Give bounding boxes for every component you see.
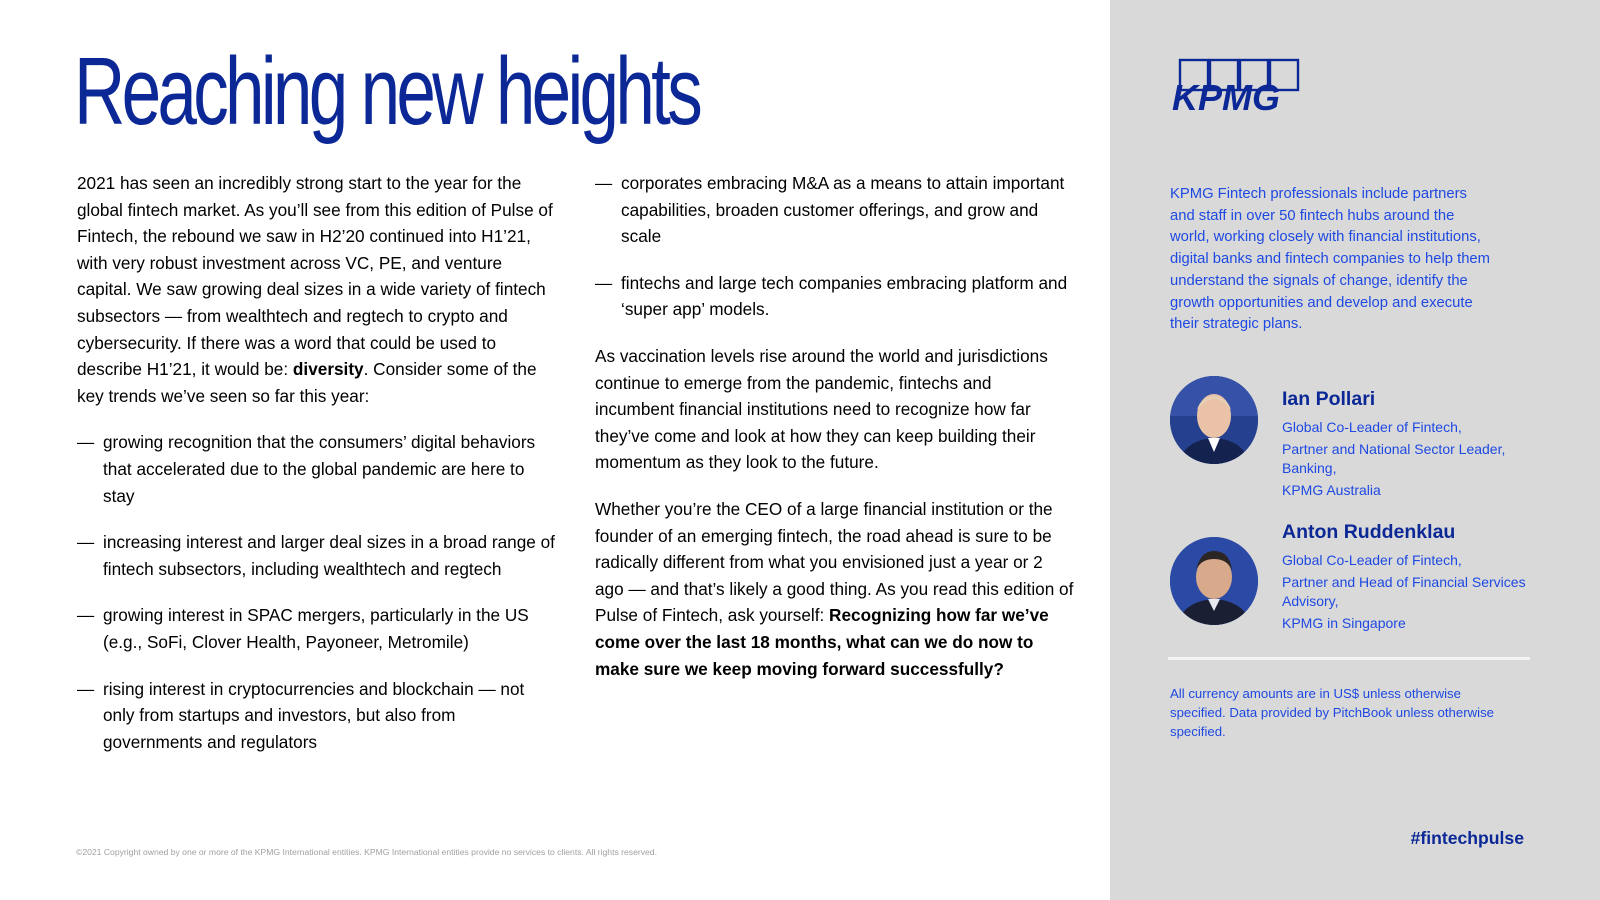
closing-paragraph: Whether you’re the CEO of a large financial institution or the founder of an emerging fintech, the road ahead is sure to be radically different from what you envisioned just a year or 2 ago — and that’s likely a good thing. As you read this edition of Pulse of Fintech, ask yourself: Recognizing how far we’ve come over the last 18 months, what can we do now to make sure we keep moving forward successfully? [595, 498, 1074, 679]
svg-text:KPMG: KPMG [1172, 77, 1280, 114]
kpmg-logo [1170, 58, 1302, 114]
left-column [77, 170, 555, 775]
trend-bullet: — increasing interest and larger deal sizes in a broad range of fintech subsectors, including wealthtech and regtech [77, 529, 555, 582]
sidebar [1110, 0, 1600, 900]
contact-roles: Global Co-Leader of Fintech, Partner and National Sector Leader, Banking, KPMG Australia [1282, 419, 1506, 498]
dash-marker: — [77, 605, 95, 626]
sidebar-intro: KPMG Fintech professionals include partners and staff in over 50 fintech hubs around the world, working closely with financial institutions, digital banks and fintech companies to help them understand the signals of change, identify the growth opportunities and develop and execute their strategic plans. [1170, 186, 1490, 333]
dash-marker: — [77, 678, 95, 699]
contact-roles: Global Co-Leader of Fintech, Partner and Head of Financial Services Advisory, KPMG in Singapore [1282, 552, 1526, 631]
trend-bullet: — growing recognition that the consumers’ digital behaviors that accelerated due to the global pandemic are here to stay [77, 429, 555, 509]
trend-bullet: — rising interest in cryptocurrencies and blockchain — not only from startups and investors, but also from governments and regulators [77, 676, 555, 756]
closing-question: Recognizing how far we’ve come over the last 18 months, what can we do now to make sure we keep moving forward successfully? [595, 605, 1049, 679]
avatar [1170, 537, 1258, 625]
dash-marker: — [77, 432, 95, 453]
dash-marker: — [595, 173, 613, 193]
dash-marker: — [595, 272, 613, 293]
trend-bullet: — fintechs and large tech companies embracing platform and ‘super app’ models. [595, 270, 1075, 323]
middle-column [595, 170, 1075, 702]
avatar [1170, 376, 1258, 464]
contact-name: Anton Ruddenklau [1282, 521, 1456, 543]
contact-name: Ian Pollari [1282, 388, 1376, 410]
currency-note: All currency amounts are in US$ unless otherwise specified. Data provided by PitchBook unless otherwise specified. [1170, 686, 1495, 739]
page-title: Reaching new heights [74, 38, 700, 145]
copyright-notice: ©2021 Copyright owned by one or more of the KPMG International entities. KPMG International entities provide no services to clients. All rights reserved. [76, 847, 657, 857]
intro-paragraph: 2021 has seen an incredibly strong start to the year for the global fintech market. As you’ll see from this edition of Pulse of Fintech, the rebound we saw in H2’20 continued into H1’21, with very robust investment across VC, PE, and venture capital. We saw growing deal sizes in a wide variety of fintech subsectors — from wealthtech and regtech to crypto and cybersecurity. If there was a word that could be used to describe H1’21, it would be: diversity. Consider some of the key trends we’ve seen so far this year: [77, 173, 553, 406]
vaccination-paragraph: As vaccination levels rise around the world and jurisdictions continue to emerge from the pandemic, fintechs and incumbent financial institutions need to recognize how far they’ve come and look at how they can keep building their momentum as they look to the future. [595, 345, 1048, 473]
hashtag: #fintechpulse [1410, 828, 1524, 848]
trend-bullet: — growing interest in SPAC mergers, particularly in the US (e.g., SoFi, Clover Health, Payoneer, Metromile) [77, 602, 555, 655]
dash-marker: — [77, 532, 95, 553]
trend-bullet: — corporates embracing M&A as a means to attain important capabilities, broaden customer offerings, and grow and scale [595, 170, 1075, 250]
divider [1168, 657, 1530, 660]
emphasis-diversity: diversity [292, 359, 364, 380]
